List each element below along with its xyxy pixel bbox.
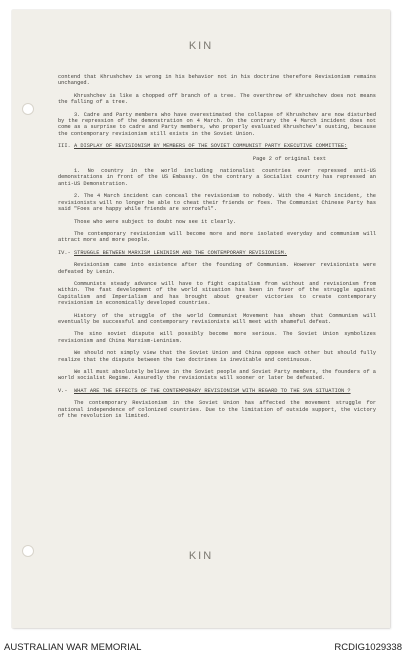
record-id: RCDIG1029338 [334, 641, 402, 653]
page-note: Page 2 of original text [252, 155, 326, 162]
paragraph: The contemporary revisionism will become more and more isolated everyday and communism will attract more and more people. [58, 230, 376, 244]
paragraph: Those who were subject to doubt now see it clearly. [74, 218, 237, 225]
paragraph: We should not simply view that the Soviet Union and China oppose each other but should fully realize that the dispute between the two doctrines is inevitable and continuous. [58, 350, 376, 363]
punch-hole-top [22, 103, 34, 115]
section-heading [58, 143, 376, 149]
section-title: A DISPLAY OF REVISIONISM BY MEMBERS OF THE SOVIET COMMUNIST PARTY EXECUTIVE COMMITTEE: [74, 143, 348, 150]
section-heading [58, 388, 376, 394]
paragraph: 3. Cadre and Party members who have overestimated the collapse of Khrushchev are now disturbed by the repression of the demonstration on 4 March. On the contrary the 4 March incident does not come as a surprise to cadre and Party members, who properly evaluated Khrushchev's ousting, because the contemporary revisionism still exists in the Soviet Union. [58, 111, 376, 137]
paragraph: contend that Khrushchev is wrong in his behavior not in his doctrine therefore Revisionism remains unchanged. [58, 74, 376, 87]
paragraph: 2. The 4 March incident can conceal the revisionism to nobody. With the 4 March incident, the revisionists will no longer be able to cheat their friends or foes. The Communist Chinese Party has said "Foes are happy while friends are sorrowful". [58, 193, 376, 213]
paragraph: 1. No country in the world including nationalist countries ever repressed anti-US demonstrations in front of the US Embassy. On the contrary a Socialist country has repressed an anti-US Demonstration. [58, 168, 376, 187]
section-title: WHAT ARE THE EFFECTS OF THE CONTEMPORARY REVISIONISM WITH REGARD TO THE SVN SITUATION ? [74, 387, 351, 394]
section-number: IV.- [58, 249, 71, 256]
archive-footer [0, 640, 406, 654]
paragraph: History of the struggle of the world Communist Movement has shown that Communism will eventually be successful and contemporary revisionists will meet with shameful defeat. [58, 312, 376, 325]
footer-stamp: KIN [188, 550, 214, 562]
paragraph: Communists steady advance will have to fight capitalism from without and revisionism from within. The fast development of the world situation has been in favor of the struggle against Capitalism and Imperialism and has brought about greater victories to create contemporary revisionism in economically developed countries. [58, 280, 376, 307]
paragraph: The contemporary Revisionism in the Soviet Union has affected the movement struggle for national independence of colonized countries. Due to the limitation of outside support, the victory of the revolution is limited. [58, 400, 376, 420]
section-title: STRUGGLE BETWEEN MARXISM LENINISM AND THE CONTEMPORARY REVISIONISM. [74, 249, 287, 256]
section-number: III. [58, 143, 71, 150]
document-sheet [12, 10, 390, 628]
paragraph: Khrushchev is like a chopped off branch of a tree. The overthrow of Khrushchev does not means the falling of a tree. [58, 92, 376, 106]
section-heading [58, 250, 376, 256]
paragraph: Revisionism came into existence after the founding of Communism. However revisionists were defeated by Lenin. [58, 262, 376, 275]
archive-name: AUSTRALIAN WAR MEMORIAL [4, 641, 142, 653]
document-body [58, 74, 376, 425]
header-stamp: KIN [188, 40, 214, 52]
section-number: V.- [58, 387, 68, 394]
paragraph: The sino soviet dispute will possibly become more serious. The Soviet Union symbolizes revisionism and China Marxism-Leninism. [58, 331, 376, 344]
paragraph: We all must absolutely believe in the Soviet people and Soviet Party members, the founders of a world socialist Regime. Assuredly the revisionists will sooner or later be defeated. [58, 369, 376, 382]
